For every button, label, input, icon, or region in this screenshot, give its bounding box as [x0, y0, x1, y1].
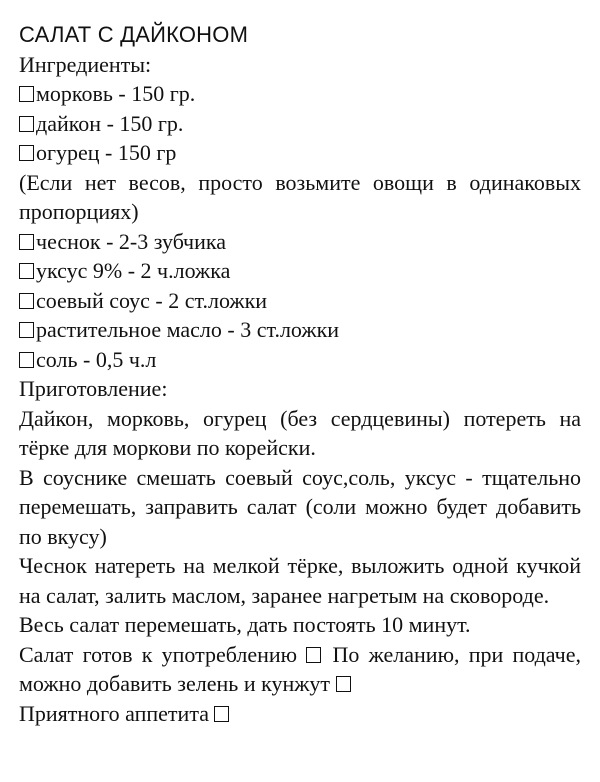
- method-step: Дайкон, морковь, огурец (без сердцевины) потереть на тёрке для моркови по корейски.: [19, 405, 581, 460]
- ingredient-item: дайкон - 150 гр.: [19, 109, 581, 139]
- box-placeholder-icon: [19, 352, 34, 368]
- box-placeholder-icon: [19, 293, 34, 309]
- ingredient-item: огурец - 150 гр: [19, 138, 581, 168]
- box-placeholder-icon: [19, 116, 34, 132]
- method-step: Весь салат перемешать, дать постоять 10 минут.: [19, 612, 471, 637]
- bon-appetit: Приятного аппетита: [19, 699, 581, 729]
- ingredients-heading: Ингредиенты:: [19, 51, 152, 77]
- closing-paragraph: [19, 640, 581, 699]
- ingredient-item: соевый соус - 2 ст.ложки: [19, 286, 581, 316]
- box-placeholder-icon: [19, 86, 34, 102]
- method-step: Чеснок натереть на мелкой тёрке, выложить одной кучкой на салат, залить маслом, заранее нагретым на сковороде.: [19, 553, 581, 608]
- ingredient-item: уксус 9% - 2 ч.ложка: [19, 256, 581, 286]
- recipe-title: САЛАТ С ДАЙКОНОМ: [19, 22, 249, 47]
- ingredient-item: чеснок - 2-3 зубчика: [19, 227, 581, 257]
- ingredient-item: морковь - 150 гр.: [19, 79, 581, 109]
- recipe-document: [19, 20, 581, 728]
- box-placeholder-icon: [336, 676, 351, 692]
- ingredient-item: соль - 0,5 ч.л: [19, 345, 581, 375]
- ingredient-item: растительное масло - 3 ст.ложки: [19, 315, 581, 345]
- method-step: В соуснике смешать соевый соус,соль, уксус - тщательно перемешать, заправить салат (соли можно будет добавить по вкусу): [19, 464, 581, 549]
- box-placeholder-icon: [19, 145, 34, 161]
- ready-text: Салат готов к употреблению: [19, 641, 298, 667]
- box-placeholder-icon: [19, 322, 34, 338]
- box-placeholder-icon: [19, 234, 34, 250]
- box-placeholder-icon: [214, 706, 229, 722]
- weights-note: (Если нет весов, просто возьмите овощи в одинаковых пропорциях): [19, 169, 581, 224]
- box-placeholder-icon: [19, 263, 34, 279]
- serving-text: По желанию, при подаче, можно добавить зелень и кунжут: [19, 641, 581, 696]
- box-placeholder-icon: [306, 647, 321, 663]
- method-heading: Приготовление:: [19, 376, 168, 401]
